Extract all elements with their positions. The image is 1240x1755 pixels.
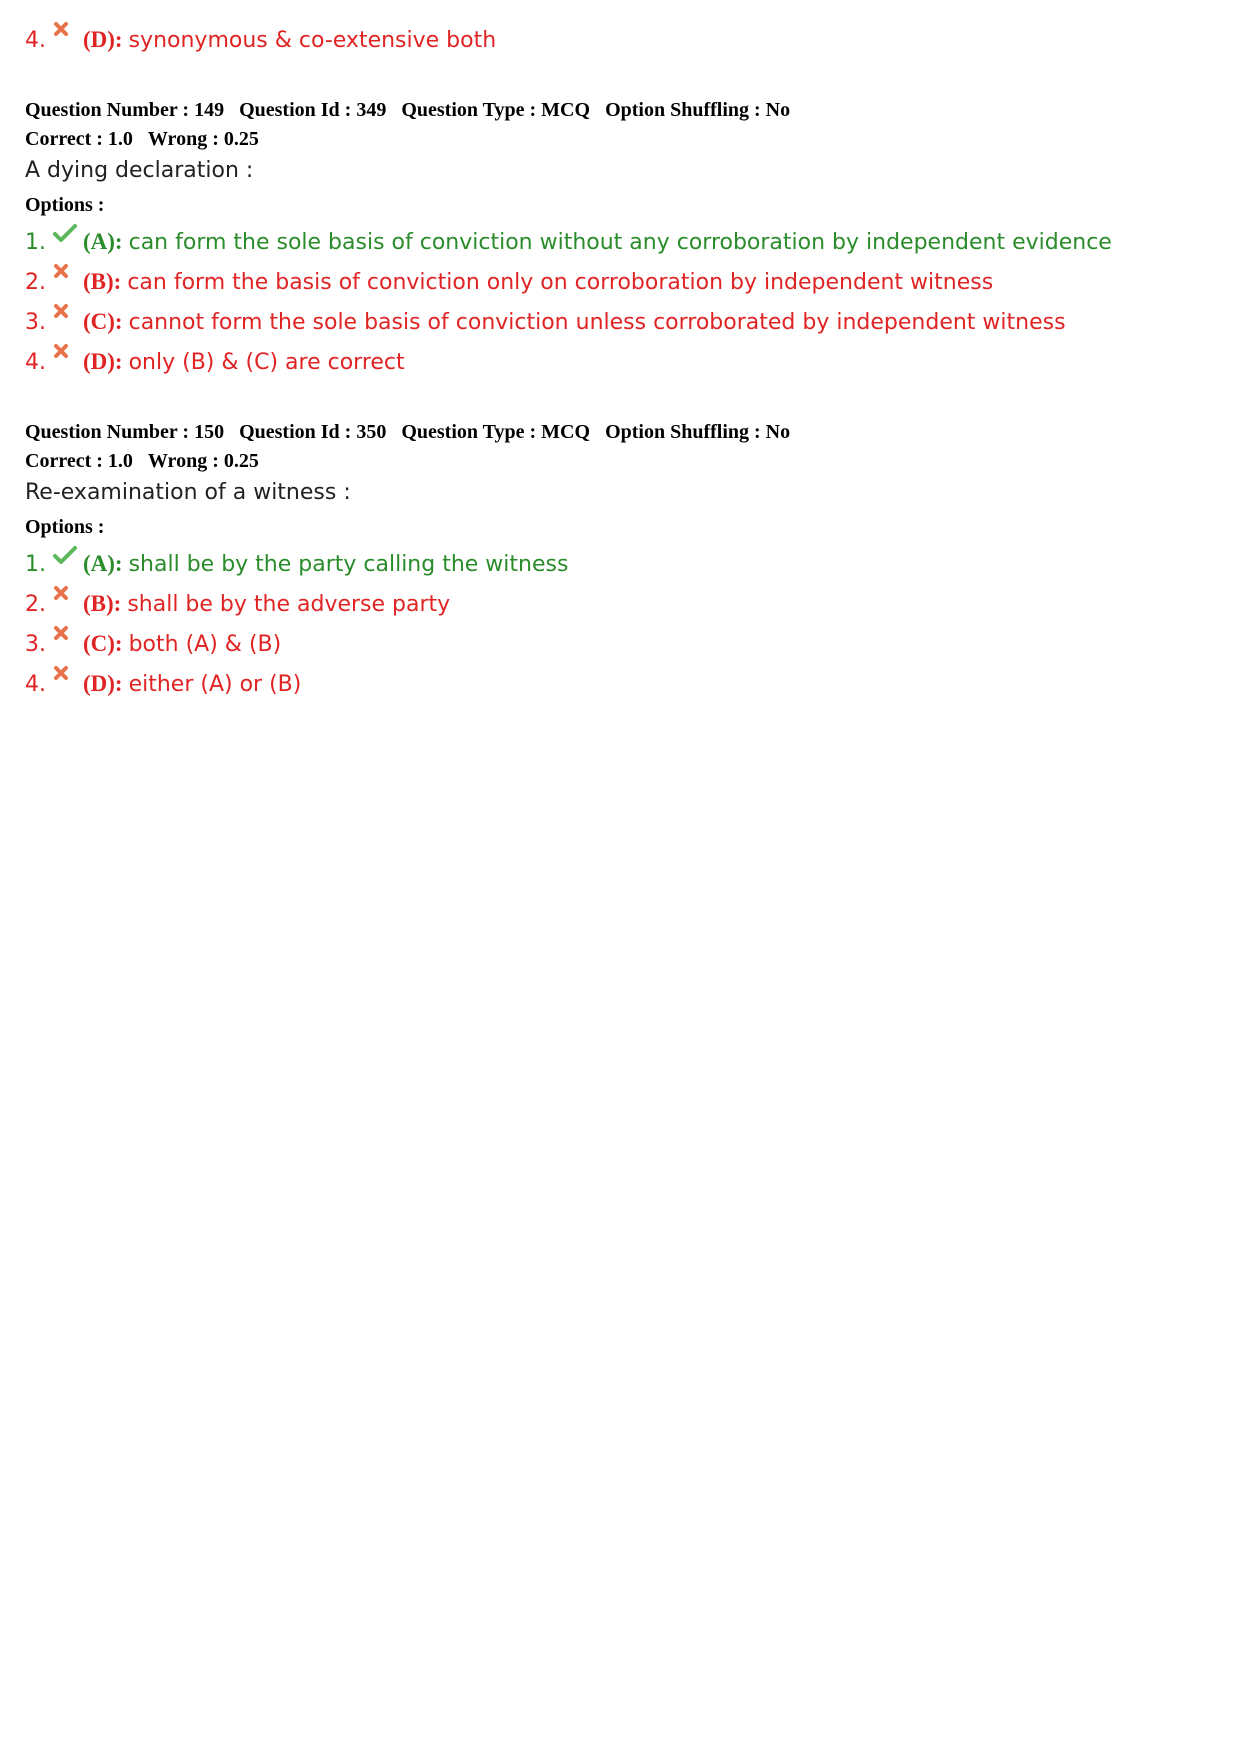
option-number: 4. <box>25 349 46 375</box>
option-row <box>25 584 1215 624</box>
option-text: can form the basis of conviction only on corroboration by independent witness <box>127 269 994 295</box>
option-shuffling: Option Shuffling : No <box>605 99 791 121</box>
correct-marks: Correct : 1.0 <box>25 450 133 472</box>
check-icon <box>53 223 81 247</box>
option-number: 2. <box>25 591 46 617</box>
option-row <box>25 624 1215 664</box>
option-letter: (B): <box>83 591 122 616</box>
option-number: 4. <box>25 27 46 53</box>
cross-icon <box>53 343 81 367</box>
question-id: Question Id : 350 <box>239 421 387 443</box>
options-label: Options : <box>25 516 105 538</box>
cross-icon <box>53 625 81 649</box>
wrong-marks: Wrong : 0.25 <box>147 128 259 150</box>
question-type: Question Type : MCQ <box>401 421 591 443</box>
option-shuffling: Option Shuffling : No <box>605 421 791 443</box>
option-letter: (D): <box>83 27 123 52</box>
question-text: A dying declaration : <box>25 158 254 183</box>
wrong-marks: Wrong : 0.25 <box>147 450 259 472</box>
option-text: shall be by the party calling the witness <box>128 551 569 577</box>
option-letter: (C): <box>83 309 123 334</box>
question-type: Question Type : MCQ <box>401 99 591 121</box>
option-number: 1. <box>25 551 46 577</box>
correct-marks: Correct : 1.0 <box>25 128 133 150</box>
options-label: Options : <box>25 194 105 216</box>
option-letter: (D): <box>83 671 123 696</box>
option-row <box>25 302 1215 342</box>
cross-icon <box>53 21 81 45</box>
check-icon <box>53 545 81 569</box>
cross-icon <box>53 585 81 609</box>
question-marks <box>25 447 1215 476</box>
option-letter: (A): <box>83 229 123 254</box>
option-number: 1. <box>25 229 46 255</box>
question-text: Re-examination of a witness : <box>25 480 351 505</box>
option-letter: (C): <box>83 631 123 656</box>
option-text: either (A) or (B) <box>128 671 302 697</box>
cross-icon <box>53 303 81 327</box>
question-block-150 <box>25 418 1215 704</box>
option-row <box>25 262 1215 302</box>
option-row <box>25 664 1215 704</box>
question-meta <box>25 96 1215 125</box>
option-number: 2. <box>25 269 46 295</box>
question-number: Question Number : 149 <box>25 99 225 121</box>
option-text: synonymous & co-extensive both <box>128 27 497 53</box>
option-number: 3. <box>25 309 46 335</box>
option-number: 4. <box>25 671 46 697</box>
option-row <box>25 222 1215 262</box>
question-marks <box>25 125 1215 154</box>
option-letter: (B): <box>83 269 122 294</box>
option-text: cannot form the sole basis of conviction unless corroborated by independent witness <box>128 309 1066 335</box>
option-text: can form the sole basis of conviction without any corroboration by independent evidence <box>128 229 1112 255</box>
option-row <box>25 544 1215 584</box>
question-number: Question Number : 150 <box>25 421 225 443</box>
cross-icon <box>53 665 81 689</box>
option-row <box>25 342 1215 382</box>
option-letter: (A): <box>83 551 123 576</box>
option-text: both (A) & (B) <box>128 631 282 657</box>
option-letter: (D): <box>83 349 123 374</box>
option-row-leading <box>25 20 1215 60</box>
option-text: shall be by the adverse party <box>127 591 451 617</box>
question-block-149 <box>25 96 1215 382</box>
cross-icon <box>53 263 81 287</box>
option-text: only (B) & (C) are correct <box>128 349 405 375</box>
option-number: 3. <box>25 631 46 657</box>
question-id: Question Id : 349 <box>239 99 387 121</box>
answer-key-page <box>25 20 1215 704</box>
question-meta <box>25 418 1215 447</box>
